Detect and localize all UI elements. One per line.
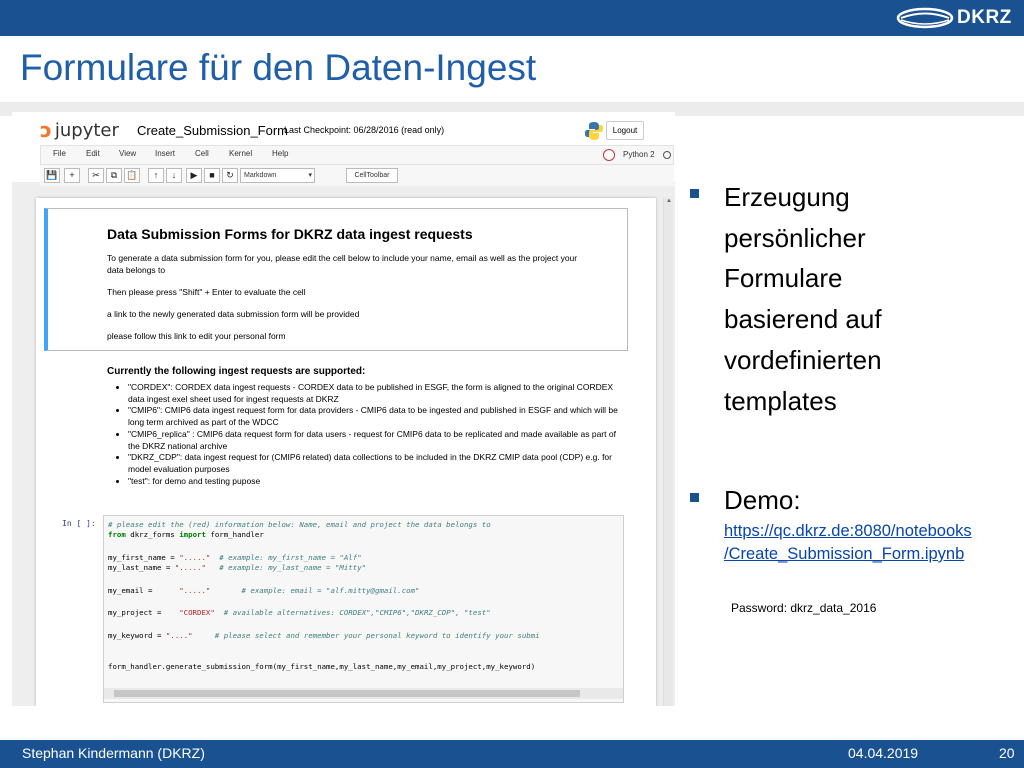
code-cell[interactable] — [103, 515, 624, 703]
dkrz-logo — [895, 4, 1010, 32]
code-line — [108, 586, 420, 595]
code-token: form_handler — [205, 530, 264, 539]
list-item: • "DKRZ_CDP": data ingest request for (CMIP6 related) data collections to be included in the DKRZ CMIP data pool (CDP) e.g. for model evaluation purposes — [128, 452, 621, 475]
password-note: Password: dkrz_data_2016 — [731, 601, 877, 615]
supported-list — [116, 382, 621, 487]
chevron-down-icon: ▾ — [308, 172, 312, 179]
code-token: my_keyword = — [108, 631, 166, 640]
dkrz-swoosh-icon — [895, 6, 955, 30]
demo-link-line-2[interactable]: /Create_Submission_Form.ipynb — [724, 545, 965, 563]
menu-cell[interactable]: Cell — [195, 149, 209, 158]
save-icon[interactable]: 💾 — [44, 168, 60, 183]
cell-toolbar-button[interactable]: CellToolbar — [346, 168, 398, 183]
menu-file[interactable]: File — [53, 149, 66, 158]
intro-line-3: Then please press "Shift" + Enter to evaluate the cell — [107, 287, 306, 297]
code-comment: # available alternatives: CORDEX","CMIP6","DKRZ_CDP", "test" — [214, 608, 491, 617]
list-item: • "CMIP6": CMIP6 data ingest request form for data providers - CMIP6 data to be ingested and published in ESGF and which will be long term archived as part of the WDCC — [128, 405, 621, 428]
copy-icon[interactable]: ⧉ — [106, 168, 122, 183]
code-token: dkrz_forms — [125, 530, 180, 539]
menu-insert[interactable]: Insert — [155, 149, 176, 158]
checkpoint-status: Last Checkpoint: 06/28/2016 (read only) — [284, 125, 445, 135]
code-string: "CORDEX" — [179, 608, 215, 617]
demo-link-line-1[interactable]: https://qc.dkrz.de:8080/notebooks — [724, 522, 972, 540]
bullet-line: basierend auf — [724, 304, 882, 335]
horizontal-scrollbar[interactable] — [104, 688, 623, 699]
cell-type-value: Markdown — [244, 172, 277, 179]
code-line: # please edit the (red) information below: Name, email and project the data belongs to — [108, 520, 491, 529]
paste-icon[interactable]: 📋 — [124, 168, 140, 183]
intro-line-1: To generate a data submission form for you, please edit the cell below to include your name, email as well as the project your — [107, 253, 578, 263]
scrollbar-thumb[interactable] — [114, 690, 580, 697]
intro-line-2: data belongs to — [107, 265, 166, 275]
menu-help[interactable]: Help — [272, 149, 289, 158]
kernel-status-icon — [663, 151, 671, 159]
code-keyword: from — [108, 530, 126, 539]
bullet-marker — [690, 493, 699, 502]
notebook-toolbar — [40, 165, 674, 186]
code-line — [108, 563, 366, 572]
slide-title: Formulare für den Daten-Ingest — [20, 47, 537, 88]
jupyter-logo-icon: ↄ — [40, 118, 52, 142]
cell-prompt: In [ ]: — [62, 519, 96, 528]
run-icon[interactable]: ▶ — [186, 168, 202, 183]
scroll-up-icon[interactable]: ▲ — [666, 198, 672, 204]
menu-view[interactable]: View — [119, 149, 137, 158]
code-string: "....." — [179, 586, 211, 595]
intro-line-4: a link to the newly generated data submission form will be provided — [107, 309, 360, 319]
jupyter-logo[interactable] — [40, 118, 119, 142]
cell-type-select[interactable] — [240, 168, 315, 183]
list-item: • "CMIP6_replica" : CMIP6 data request form for data users - request for CMIP6 data to be replicated and made available as part of the DKRZ national archive — [128, 429, 621, 452]
code-line — [108, 553, 362, 562]
code-token: my_first_name = — [108, 553, 180, 562]
page-number: 20 — [999, 745, 1015, 761]
notebook-name[interactable]: Create_Submission_Form — [137, 123, 289, 138]
footer-date: 04.04.2019 — [848, 745, 919, 761]
footer-author: Stephan Kindermann (DKRZ) — [22, 745, 205, 761]
bullet-line: Formulare — [724, 263, 843, 294]
list-item: • "test": for demo and testing pupose — [128, 476, 621, 488]
code-line — [108, 608, 491, 617]
code-comment: # please select and remember your personal keyword to identify your submi — [192, 631, 540, 640]
code-line: form_handler.generate_submission_form(my_first_name,my_last_name,my_email,my_project,my_keyword) — [108, 662, 536, 671]
python-logo-icon — [584, 121, 604, 141]
bullet-marker — [690, 189, 699, 198]
add-cell-icon[interactable]: + — [64, 168, 80, 183]
bullet-text-1 — [724, 177, 882, 421]
code-keyword: import — [179, 530, 206, 539]
bullet-line: vordefinierten — [724, 344, 882, 375]
restart-icon[interactable]: ↻ — [222, 168, 238, 183]
bullet-line: persönlicher — [724, 222, 866, 253]
cut-icon[interactable]: ✂ — [88, 168, 104, 183]
notebook-page — [36, 198, 656, 706]
list-item: • "CORDEX": CORDEX data ingest requests - CORDEX data to be published in ESGF, the form is aligned to the original CORDEX data ingest exel sheet used for ingest requests at DKRZ — [128, 382, 621, 405]
code-line — [108, 631, 540, 640]
kernel-readonly-icon — [603, 149, 615, 161]
bullet-line: Erzeugung — [724, 182, 850, 212]
demo-label: Demo: — [724, 485, 801, 515]
stop-icon[interactable]: ■ — [204, 168, 220, 183]
code-string: "...." — [165, 631, 193, 640]
notebook-heading: Data Submission Forms for DKRZ data ingest requests — [107, 226, 473, 242]
menu-kernel[interactable]: Kernel — [229, 149, 253, 158]
menu-bar — [40, 145, 674, 165]
code-line — [108, 530, 264, 539]
code-token: my_email = — [108, 586, 180, 595]
supported-heading: Currently the following ingest requests are supported: — [107, 366, 366, 377]
code-string: "....." — [174, 563, 206, 572]
move-down-icon[interactable]: ↓ — [166, 168, 182, 183]
code-comment: # example: email = "alf.mitty@gmail.com" — [210, 586, 420, 595]
intro-line-5: please follow this link to edit your personal form — [107, 331, 286, 341]
jupyter-brand: jupyter — [54, 119, 119, 141]
menu-edit[interactable]: Edit — [86, 149, 100, 158]
move-up-icon[interactable]: ↑ — [148, 168, 164, 183]
logout-button[interactable]: Logout — [606, 121, 644, 140]
logo-text: DKRZ — [957, 7, 1012, 28]
top-bar — [0, 0, 1024, 36]
code-token: my_last_name = — [108, 563, 175, 572]
code-token: my_project = — [108, 608, 180, 617]
vertical-scrollbar[interactable] — [663, 198, 673, 706]
code-string: "....." — [179, 553, 211, 562]
footer-bar — [0, 740, 1024, 768]
code-comment: # example: my_first_name = "Alf" — [210, 553, 362, 562]
code-comment: # example: my_last_name = "Mitty" — [205, 563, 367, 572]
bullet-line: templates — [724, 385, 837, 416]
kernel-name: Python 2 — [623, 150, 655, 159]
jupyter-screenshot — [12, 112, 675, 706]
